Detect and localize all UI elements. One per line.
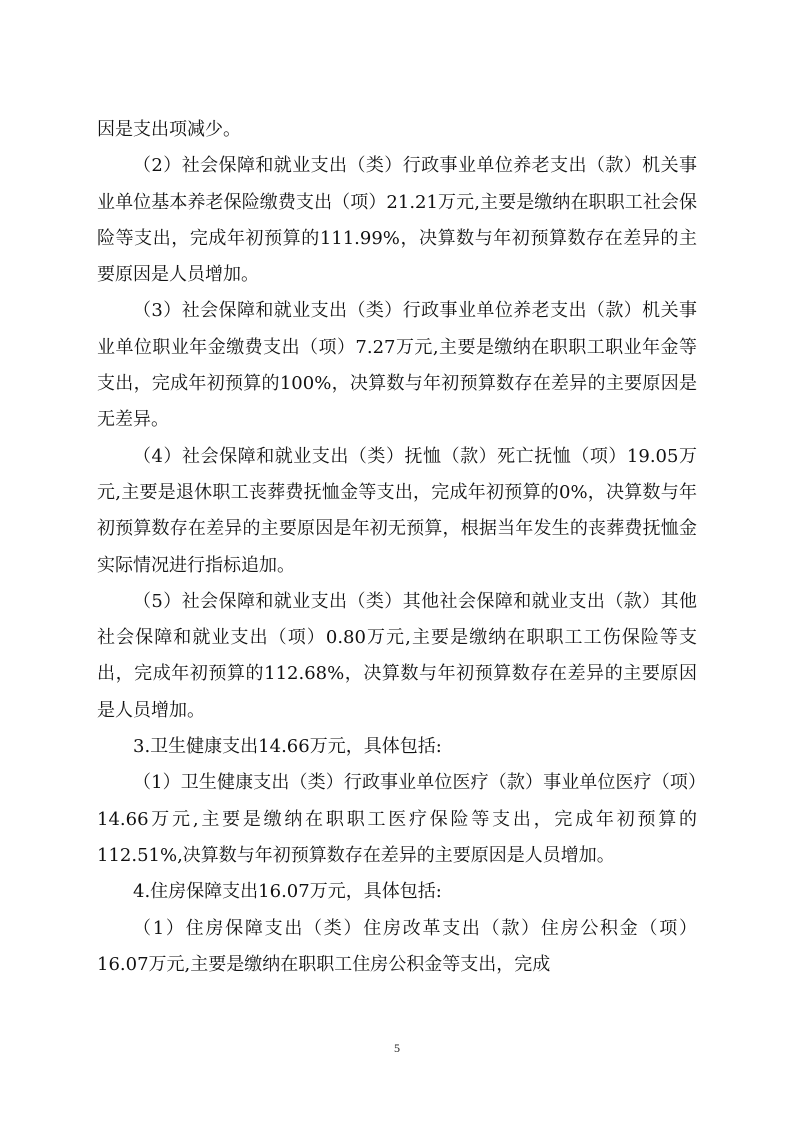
paragraph-health-item-1: （1）卫生健康支出（类）行政事业单位医疗（款）事业单位医疗（项）14.66万元,主要是缴纳在职职工医疗保险等支出，完成年初预算的112.51%,决算数与年初预算数存在差异的主要原因是人员增加。 bbox=[97, 772, 697, 866]
paragraph-item-4-death-compensation: （4）社会保障和就业支出（类）抚恤（款）死亡抚恤（项）19.05万元,主要是退休职工丧葬费抚恤金等支出，完成年初预算的0%，决算数与年初预算数存在差异的主要原因是年初无预算，根据当年发生的丧葬费抚恤金实际情况进行指标追加。 bbox=[97, 445, 697, 576]
section-heading-housing: 4.住房保障支出16.07万元，具体包括: bbox=[133, 881, 442, 903]
paragraph-item-3-occupational-annuity: （3）社会保障和就业支出（类）行政事业单位养老支出（款）机关事业单位职业年金缴费支出（项）7.27万元,主要是缴纳在职职工职业年金等支出，完成年初预算的100%，决算数与年初预算数存在差异的主要原因是无差异。 bbox=[97, 300, 697, 431]
paragraph-item-5-other-social-security: （5）社会保障和就业支出（类）其他社会保障和就业支出（款）其他社会保障和就业支出（项）0.80万元,主要是缴纳在职职工工伤保险等支出，完成年初预算的112.68%，决算数与年初预算数存在差异的主要原因是人员增加。 bbox=[97, 590, 697, 721]
page-number: 5 bbox=[394, 1041, 400, 1055]
paragraph-continuation: 因是支出项减少。 bbox=[97, 119, 241, 140]
paragraph-housing-item-1: （1）住房保障支出（类）住房改革支出（款）住房公积金（项）16.07万元,主要是缴纳在职职工住房公积金等支出，完成 bbox=[97, 917, 697, 975]
section-heading-health: 3.卫生健康支出14.66万元，具体包括: bbox=[133, 736, 442, 758]
body-text bbox=[97, 112, 697, 983]
paragraph-item-2-pension-insurance: （2）社会保障和就业支出（类）行政事业单位养老支出（款）机关事业单位基本养老保险缴费支出（项）21.21万元,主要是缴纳在职职工社会保险等支出，完成年初预算的111.99%，决算数与年初预算数存在差异的主要原因是人员增加。 bbox=[97, 155, 697, 286]
